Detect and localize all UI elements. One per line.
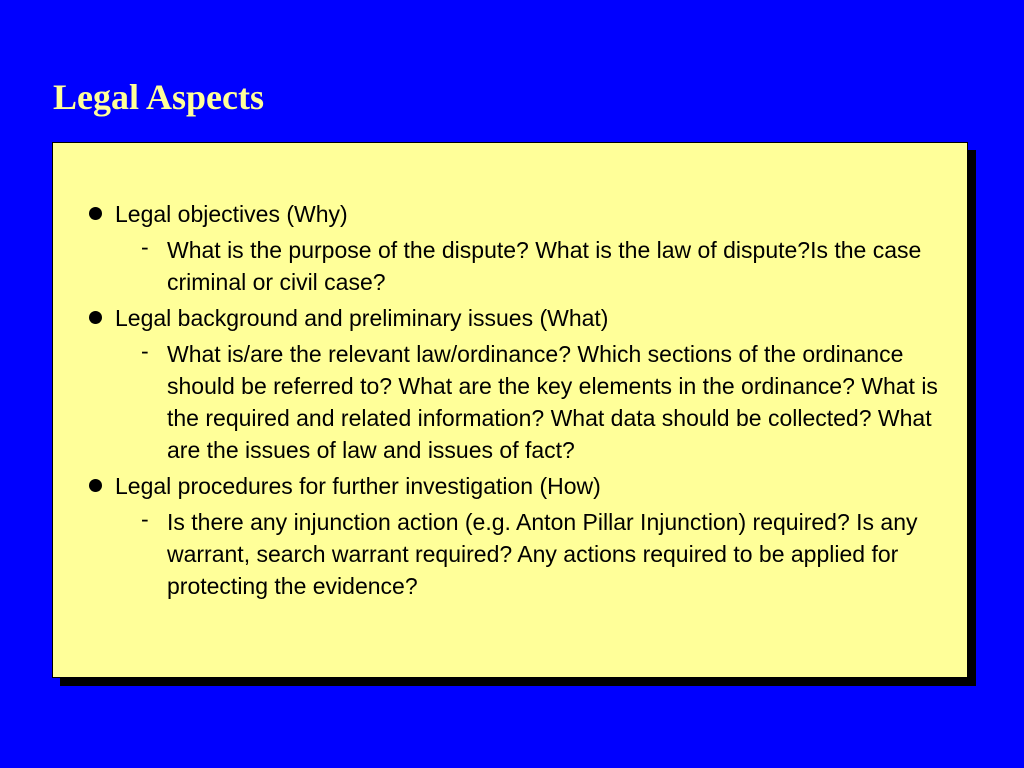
sub-list: [115, 234, 969, 298]
sub-list: [115, 338, 969, 466]
bullet-text: Legal background and preliminary issues (What): [115, 305, 609, 331]
dash-icon: -: [141, 234, 149, 260]
sub-item: [141, 234, 962, 298]
bullet-text: Legal procedures for further investigation (How): [115, 473, 601, 499]
content-box: [52, 142, 968, 678]
sub-item-text: What is/are the relevant law/ordinance? Which sections of the ordinance should be referred to? What are the key elements in the ordinance? What is the required and related information? What data should be collected? What are the issues of law and issues of fact?: [167, 341, 938, 463]
bullet-item-legal-objectives: [53, 198, 969, 298]
sub-item: [141, 506, 962, 602]
dash-icon: -: [141, 338, 149, 364]
bullet-dot-icon: [89, 479, 102, 492]
bullet-dot-icon: [89, 207, 102, 220]
sub-list: [115, 506, 969, 602]
dash-icon: -: [141, 506, 149, 532]
sub-item-text: What is the purpose of the dispute? What is the law of dispute?Is the case criminal or civil case?: [167, 237, 922, 295]
bullet-dot-icon: [89, 311, 102, 324]
bullet-item-legal-background: [53, 302, 969, 466]
sub-item: [141, 338, 962, 466]
bullet-text: Legal objectives (Why): [115, 201, 348, 227]
slide-title: Legal Aspects: [53, 77, 264, 117]
bullet-item-legal-procedures: [53, 470, 969, 602]
bullet-list: [53, 198, 969, 606]
sub-item-text: Is there any injunction action (e.g. Anton Pillar Injunction) required? Is any warrant, search warrant required? Any actions required to be applied for protecting the evidence?: [167, 509, 918, 599]
